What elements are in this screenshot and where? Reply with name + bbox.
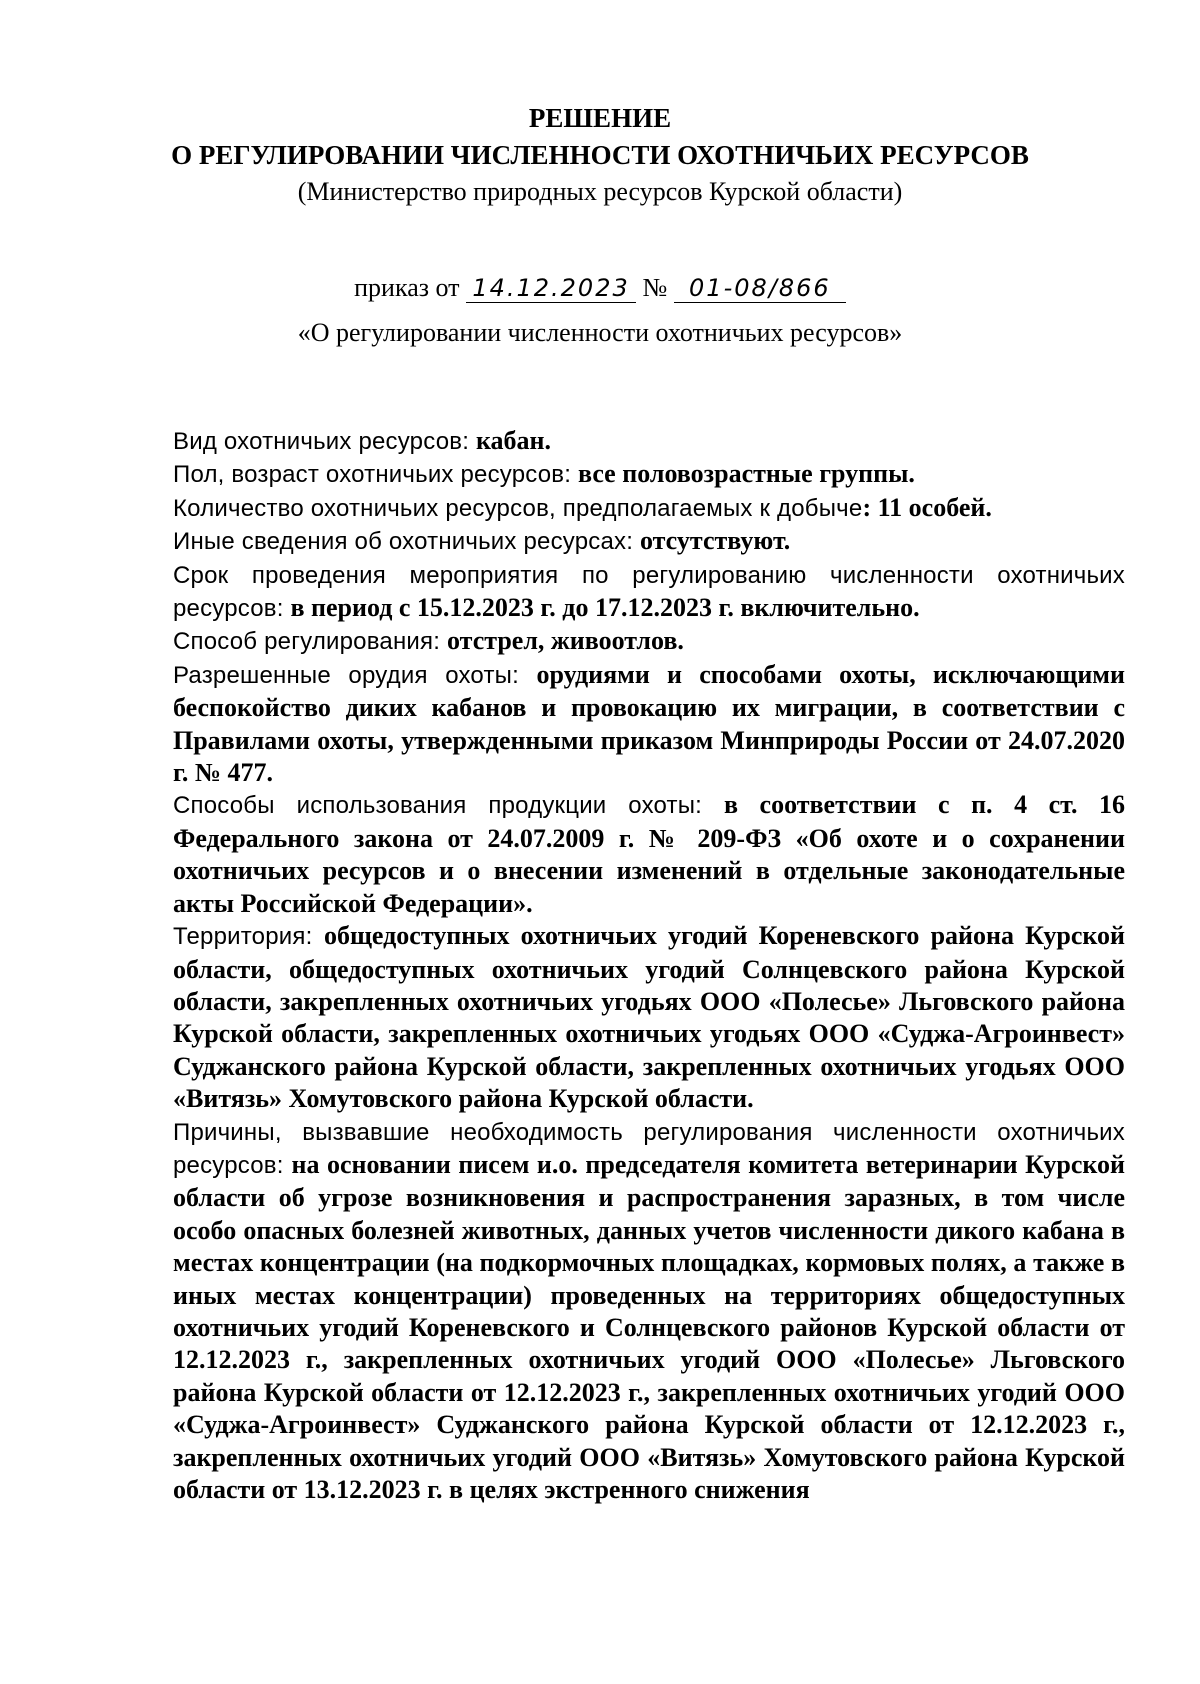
field-method — [173, 625, 1125, 658]
field-territory — [173, 920, 1125, 1115]
field-value: в период с 15.12.2023 г. до 17.12.2023 г. включительно. — [290, 593, 920, 623]
field-value: орудиями и способами охоты, исключающими беспокойство диких кабанов и провокацию их миграции, в соответствии с Правилами охоты, утвержденными приказом Минприроды России от 24.07.2020 г. № 477. — [173, 659, 1125, 788]
field-value: : 11 особей. — [862, 492, 992, 522]
field-reasons — [173, 1116, 1125, 1507]
field-value: отсутствуют. — [639, 526, 791, 556]
field-value: кабан. — [475, 426, 552, 455]
order-date-handwritten: 14.12.2023 — [466, 274, 636, 303]
order-reference — [0, 270, 1200, 306]
field-quantity — [173, 492, 1125, 525]
field-species — [173, 425, 1125, 458]
order-title: «О регулировании численности охотничьих ресурсов» — [297, 318, 903, 347]
field-value: в соответствии с п. 4 ст. 16 Федерального закона от 24.07.2009 г. № 209-ФЗ «Об охоте и о сохранении охотничьих ресурсов и о внесении изменений в отдельные законодательные акты Российской Федерации». — [173, 790, 1126, 918]
field-other-info — [173, 525, 1125, 558]
field-label: Способ регулирования: — [173, 628, 447, 656]
order-number-handwritten: 01-08/866 — [674, 274, 846, 303]
field-label: Разрешенные орудия охоты: — [173, 661, 537, 689]
field-hunting-tools — [173, 659, 1125, 790]
field-product-use — [173, 789, 1125, 920]
field-label: Пол, возраст охотничьих ресурсов: — [173, 461, 578, 489]
document-subtitle: О РЕГУЛИРОВАНИИ ЧИСЛЕННОСТИ ОХОТНИЧЬИХ РЕСУРСОВ — [171, 140, 1029, 170]
field-label: Количество охотничьих ресурсов, предполагаемых к добыче — [173, 494, 863, 522]
field-sex-age — [173, 458, 1125, 491]
field-label: Причины, вызвавшие необходимость регулирования численности охотничьих ресурсов: — [173, 1118, 1125, 1179]
issuing-authority: (Министерство природных ресурсов Курской области) — [297, 177, 903, 206]
document-title: РЕШЕНИЕ — [528, 103, 672, 133]
field-label: Вид охотничьих ресурсов: — [173, 428, 476, 455]
document-header — [0, 100, 1200, 210]
field-value: общедоступных охотничьих угодий Кореневского района Курской области, общедоступных охотничьих угодий Солнцевского района Курской области, закрепленных охотничьих угодьях ООО «Полесье» Льговского района Курской области, закрепленных охотничьих угодьях ООО «Суджа-Агроинвест» Суджанского района Курской области, закрепленных охотничьих угодьях ООО «Витязь» Хомутовского района Курской области. — [173, 921, 1125, 1114]
field-value: все половозрастные группы. — [577, 459, 915, 489]
field-label: Территория: — [173, 923, 324, 951]
order-number-sign: № — [642, 273, 668, 302]
order-prefix: приказ от — [354, 273, 460, 302]
field-label: Способы использования продукции охоты: — [173, 792, 724, 820]
field-value: на основании писем и.о. председателя комитета ветеринарии Курской области об угрозе возникновения и распространения заразных, в том числе особо опасных болезней животных, данных учетов численности дикого кабана в местах концентрации (на подкормочных площадках, кормовых полях, а также в иных местах концентрации) проведенных на территориях общедоступных охотничьих угодий Кореневского и Солнцевского районов Курской области от 12.12.2023 г., закрепленных охотничьих угодий ООО «Полесье» Льговского района Курской области от 12.12.2023 г., закрепленных охотничьих угодий ООО «Суджа-Агроинвест» Суджанского района Курской области от 12.12.2023 г., закрепленных охотничьих угодий ООО «Витязь» Хомутовского района Курской области от 13.12.2023 г. в целях экстренного снижения — [173, 1149, 1125, 1504]
field-value: отстрел, живоотлов. — [446, 626, 684, 656]
field-period — [173, 559, 1125, 626]
field-label: Срок проведения мероприятия по регулированию численности охотничьих ресурсов: — [173, 561, 1125, 623]
document-body — [173, 425, 1125, 1506]
field-label: Иные сведения об охотничьих ресурсах: — [173, 528, 640, 556]
